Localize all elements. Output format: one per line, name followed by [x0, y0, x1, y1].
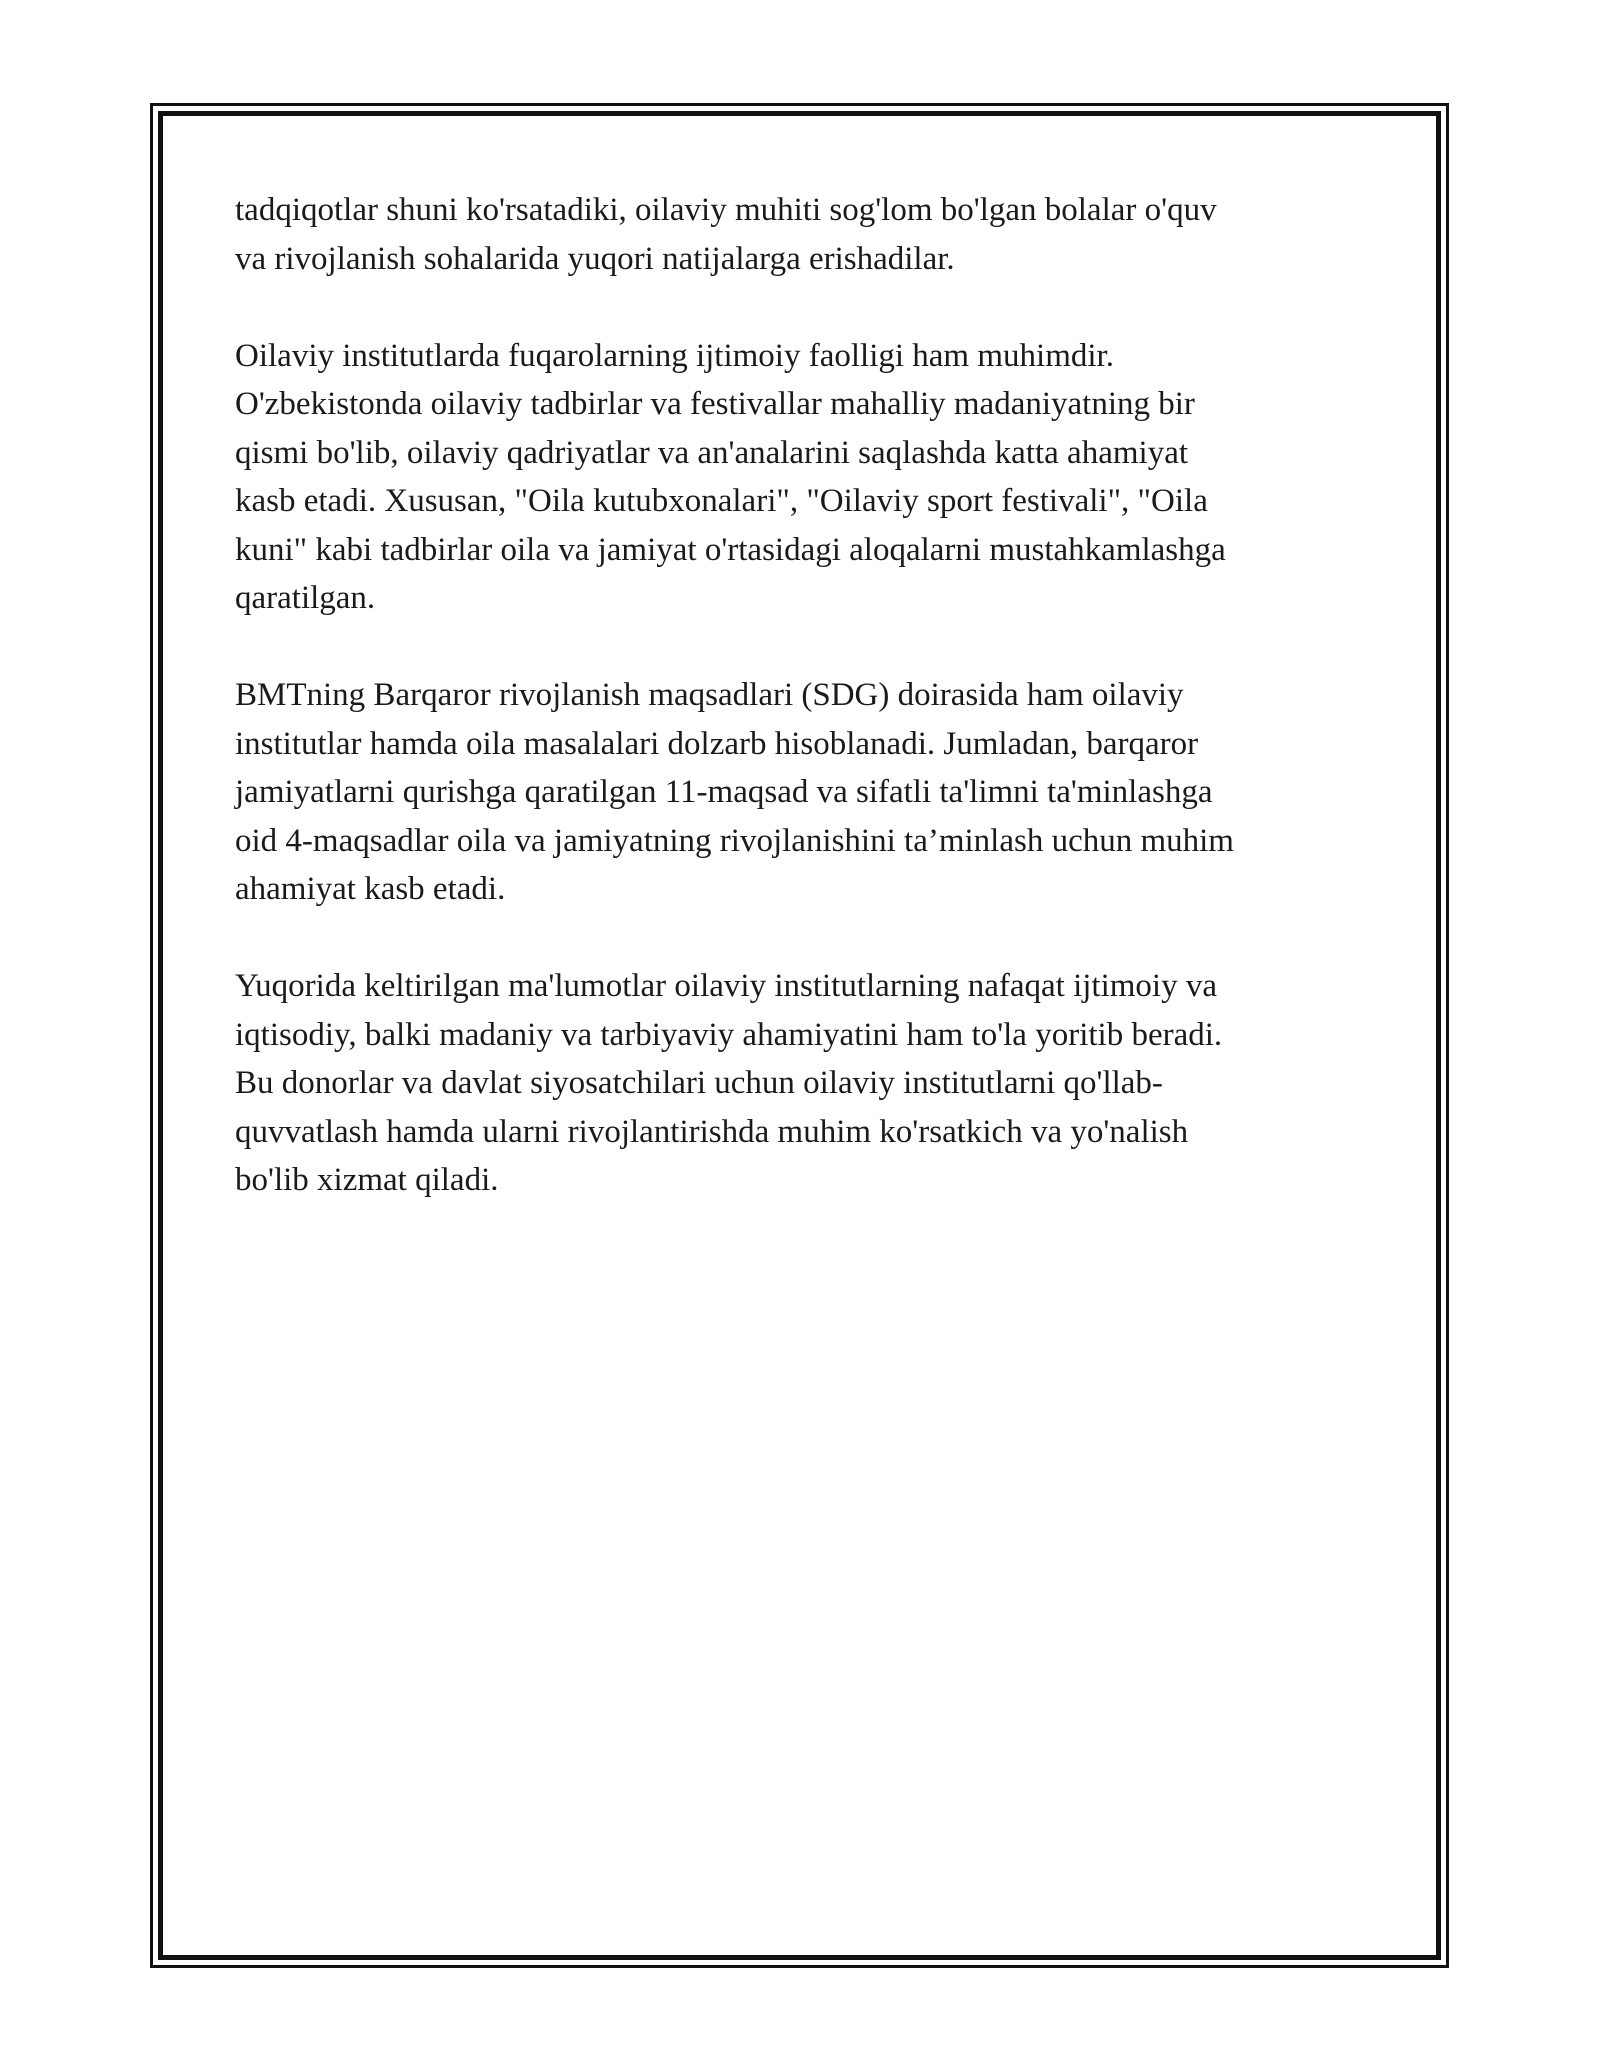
paragraph-3: BMTning Barqaror rivojlanish maqsadlari (SDG) doirasida ham oilaviy institutlar hamda oila masalalari dolzarb hisoblanadi. Jumladan, barqaror jamiyatlarni qurishga qaratilgan 11-maqsad va sifatli ta'limni ta'minlashga oid 4-maqsadlar oila va jamiyatning rivojlanishini ta’minlash uchun muhim ahamiyat kasb etadi. — [235, 677, 1234, 907]
paragraph-2: Oilaviy institutlarda fuqarolarning ijtimoiy faolligi ham muhimdir. O'zbekistonda oilaviy tadbirlar va festivallar mahalliy madaniyatning bir qismi bo'lib, oilaviy qadriyatlar va an'analarini saqlashda katta ahamiyat kasb etadi. Xususan, "Oila kutubxonalari", "Oilaviy sport festivali", "Oila kuni" kabi tadbirlar oila va jamiyat o'rtasidagi aloqalarni mustahkamlashga qaratilgan. — [235, 337, 1226, 616]
document-body — [235, 186, 1355, 1253]
paragraph-4: Yuqorida keltirilgan ma'lumotlar oilaviy institutlarning nafaqat ijtimoiy va iqtisodiy, balki madaniy va tarbiyaviy ahamiyatini ham to'la yoritib beradi. Bu donorlar va davlat siyosatchilari uchun oilaviy institutlarni qo'llab- quvvatlash hamda ularni rivojlantirishda muhim ko'rsatkich va yo'nalish bo'lib xizmat qiladi. — [235, 968, 1223, 1198]
paragraph-1: tadqiqotlar shuni ko'rsatadiki, oilaviy muhiti sog'lom bo'lgan bolalar o'quv va rivojlanish sohalarida yuqori natijalarga erishadilar. — [235, 192, 1217, 277]
